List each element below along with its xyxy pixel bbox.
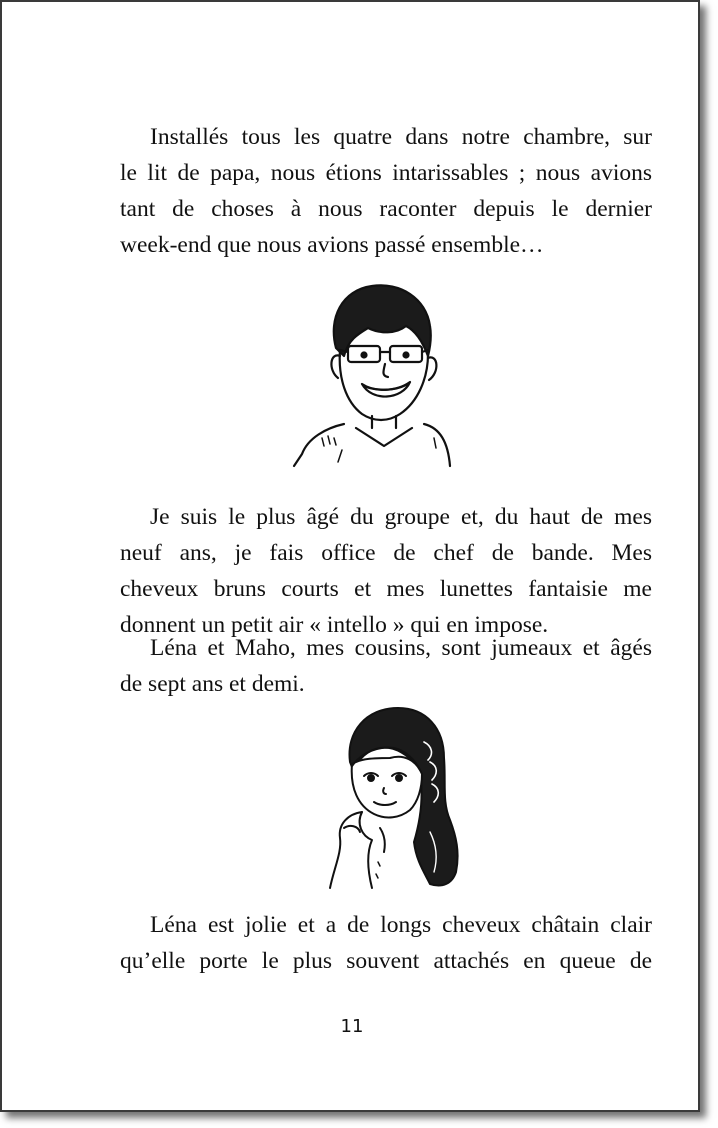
paragraph-4 [120,907,652,979]
text-line: Installés tous les quatre dans notre chambre, sur [150,124,652,150]
boy-with-glasses-illustration [284,278,456,468]
text-line: Léna est jolie et a de longs cheveux châtain clair [150,912,652,938]
text-line: de sept ans et demi. [120,671,305,697]
text-line: tant de choses à nous raconter depuis le dernier [120,196,652,222]
text-line: le lit de papa, nous étions intarissables ; nous avions [120,160,652,186]
text-line: donnent un petit air « intello » qui en impose. [120,612,549,638]
text-line: neuf ans, je fais office de chef de bande. Mes [120,540,652,566]
text-line: qu’elle porte le plus souvent attachés en queue de [120,948,652,974]
paragraph-2 [120,499,652,643]
paragraph-3 [120,630,652,702]
text-line: cheveux bruns courts et mes lunettes fantaisie me [120,576,652,602]
paragraph-1 [120,119,652,263]
page-number: 11 [340,1016,364,1037]
girl-with-long-hair-illustration [320,702,466,892]
text-line: week-end que nous avions passé ensemble… [120,232,544,258]
text-line: Je suis le plus âgé du groupe et, du haut de mes [150,504,652,530]
text-line: Léna et Maho, mes cousins, sont jumeaux et âgés [150,635,652,661]
